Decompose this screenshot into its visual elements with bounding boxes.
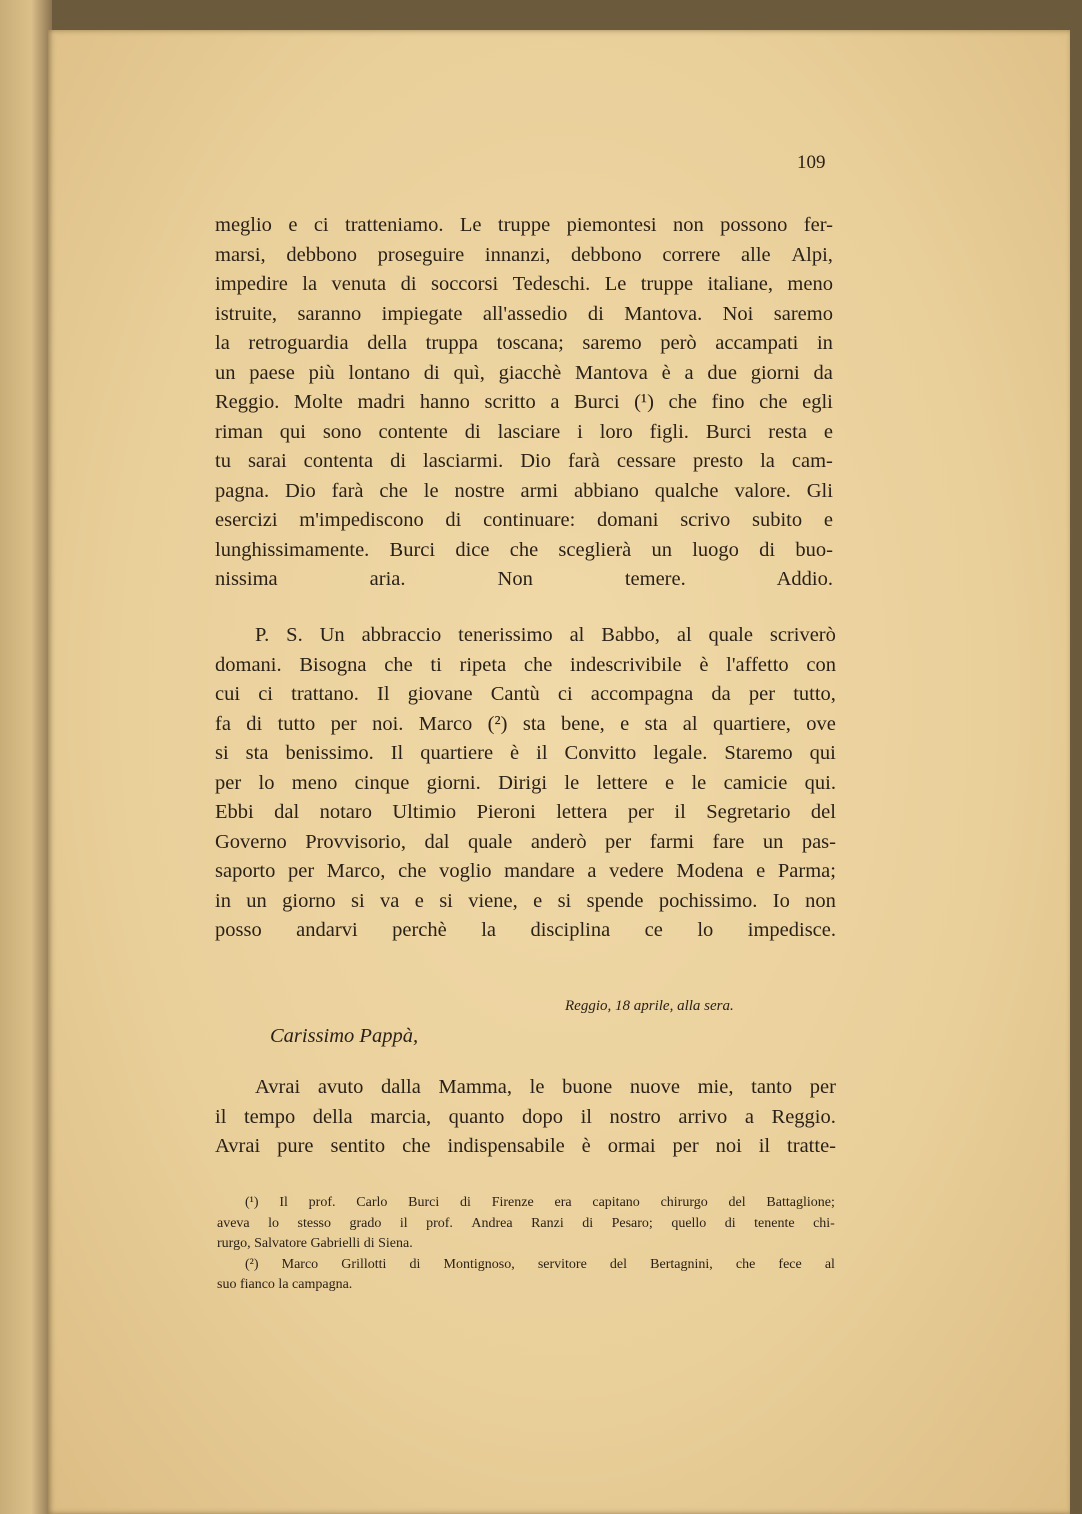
text-line: il tempo della marcia, quanto dopo il nostro arrivo a Reggio. [215, 1105, 836, 1128]
footnote-line: suo fianco la campagna. [217, 1277, 353, 1292]
text-line: lunghissimamente. Burci dice che sceglierà un luogo di buo- [215, 538, 833, 561]
text-line: istruite, saranno impiegate all'assedio di Mantova. Noi saremo [215, 302, 833, 325]
text-line: tu sarai contenta di lasciarmi. Dio farà cessare presto la cam- [215, 450, 833, 472]
text-line: nissima aria. Non temere. Addio. [215, 568, 833, 590]
text-line: un paese più lontano di quì, giacchè Mantova è a due giorni da [215, 361, 833, 384]
page-number: 109 [797, 152, 826, 173]
text-line: Ebbi dal notaro Ultimio Pieroni lettera per il Segretario del [215, 801, 836, 823]
text-line: marsi, debbono proseguire innanzi, debbono correre alle Alpi, [215, 243, 833, 266]
text-line: per lo meno cinque giorni. Dirigi le lettere e le camicie qui. [215, 771, 836, 794]
text-line: meglio e ci tratteniamo. Le truppe piemontesi non possono fer- [215, 214, 833, 236]
text-line: domani. Bisogna che ti ripeta che indescrivibile è l'affetto con [215, 653, 836, 676]
text-line: in un giorno si va e si viene, e si spende pochissimo. Io non [215, 889, 836, 912]
salutation: Carissimo Pappà, [270, 1025, 419, 1047]
text-line: saporto per Marco, che voglio mandare a vedere Modena e Parma; [215, 860, 836, 882]
text-line: Reggio. Molte madri hanno scritto a Burci (¹) che fino che egli [215, 391, 833, 413]
text-line: esercizi m'impediscono di continuare: domani scrivo subito e [215, 509, 833, 531]
text-line: cui ci trattano. Il giovane Cantù ci accompagna da per tutto, [215, 683, 836, 705]
footnote-line: aveva lo stesso grado il prof. Andrea Ranzi di Pesaro; quello di tenente chi- [217, 1215, 835, 1231]
footnote-line: rurgo, Salvatore Gabrielli di Siena. [217, 1236, 413, 1251]
footnote-line: (¹) Il prof. Carlo Burci di Firenze era capitano chirurgo del Battaglione; [245, 1195, 835, 1210]
text-line: la retroguardia della truppa toscana; saremo però accampati in [215, 332, 833, 354]
text-line: impedire la venuta di soccorsi Tedeschi. Le truppe italiane, meno [215, 273, 833, 295]
text-line: P. S. Un abbraccio tenerissimo al Babbo, al quale scriverò [255, 624, 836, 646]
text-line: posso andarvi perchè la disciplina ce lo impedisce. [215, 919, 836, 941]
book-spine [0, 0, 52, 1514]
text-line: si sta benissimo. Il quartiere è il Convitto legale. Staremo qui [215, 742, 836, 764]
text-line: fa di tutto per noi. Marco (²) sta bene, e sta al quartiere, ove [215, 712, 836, 735]
text-line: Governo Provvisorio, dal quale anderò per farmi fare un pas- [215, 830, 836, 853]
text-line: pagna. Dio farà che le nostre armi abbiano qualche valore. Gli [215, 479, 833, 502]
text-line: Avrai pure sentito che indispensabile è ormai per noi il tratte- [215, 1135, 836, 1157]
text-line: riman qui sono contente di lasciare i loro figli. Burci resta e [215, 420, 833, 443]
dateline: Reggio, 18 aprile, alla sera. [565, 998, 734, 1014]
footnote-line: (²) Marco Grillotti di Montignoso, servitore del Bertagnini, che fece al [245, 1256, 835, 1272]
text-line: Avrai avuto dalla Mamma, le buone nuove mie, tanto per [255, 1076, 836, 1098]
